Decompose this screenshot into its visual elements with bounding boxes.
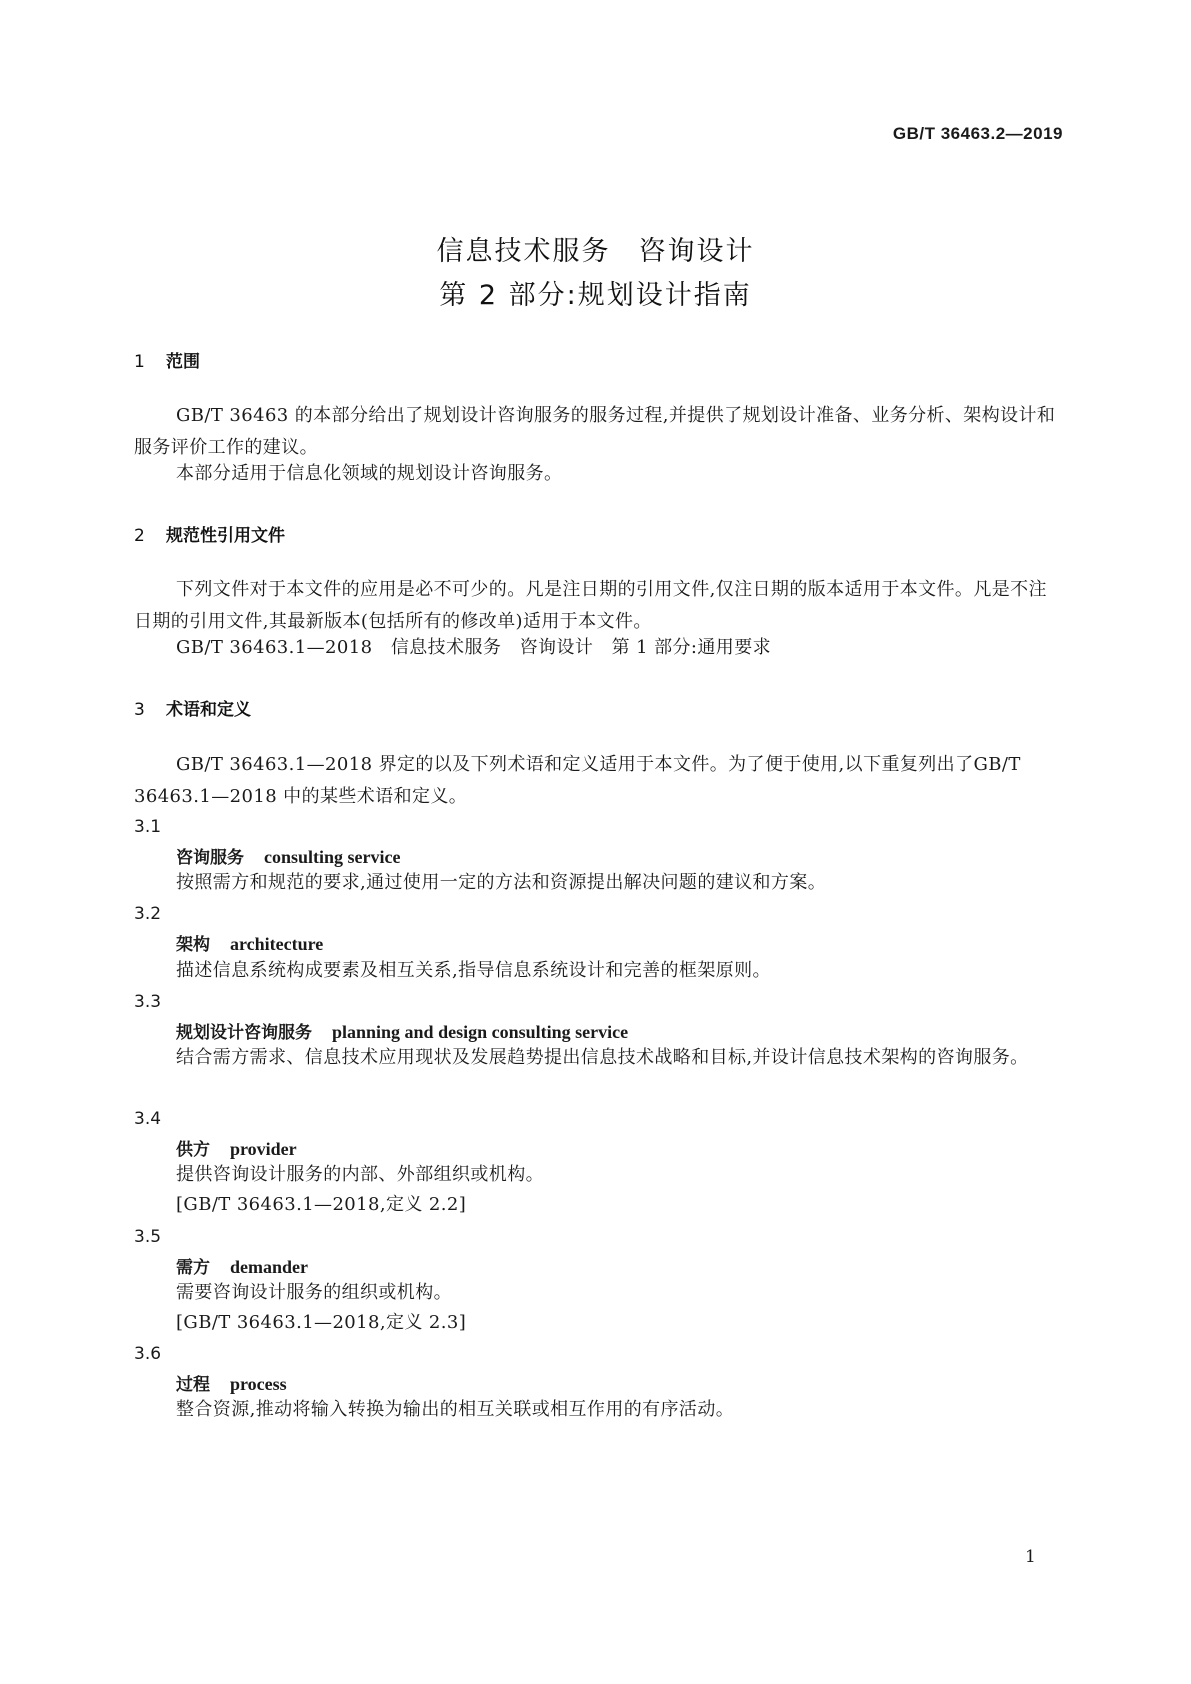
normative-reference: GB/T 36463.1—2018 信息技术服务 咨询设计 第 1 部分:通用要求 xyxy=(176,637,771,658)
term-definition: 需要咨询设计服务的组织或机构。 xyxy=(176,1282,452,1303)
term-definition: 按照需方和规范的要求,通过使用一定的方法和资源提出解决问题的建议和方案。 xyxy=(176,872,827,893)
standard-code: GB/T 36463.2—2019 xyxy=(892,124,1063,143)
term-definition: 提供咨询设计服务的内部、外部组织或机构。 xyxy=(176,1164,544,1185)
term-number: 3.6 xyxy=(134,1344,162,1364)
term-title xyxy=(176,1018,628,1043)
term-title xyxy=(176,843,401,868)
term-title xyxy=(176,1370,287,1395)
page-number: 1 xyxy=(1025,1547,1036,1567)
term-definition: 结合需方需求、信息技术应用现状及发展趋势提出信息技术战略和目标,并设计信息技术架构的咨询服务。 xyxy=(176,1047,1029,1068)
term-english: demander xyxy=(230,1257,308,1277)
term-title xyxy=(176,930,323,955)
term-number: 3.2 xyxy=(134,904,162,924)
section-3-paragraph-1: GB/T 36463.1—2018 界定的以及下列术语和定义适用于本文件。为了便于使用,以下重复列出了GB/T 36463.1—2018 中的某些术语和定义。 xyxy=(134,754,1021,807)
term-chinese: 架构 xyxy=(176,935,210,955)
term-english: consulting service xyxy=(264,847,401,867)
section-number: 1 xyxy=(134,352,145,372)
term-chinese: 规划设计咨询服务 xyxy=(176,1023,312,1043)
term-number: 3.1 xyxy=(134,817,162,837)
term-title xyxy=(176,1135,297,1160)
section-number: 2 xyxy=(134,526,145,546)
document-title-line-1 xyxy=(0,229,1191,268)
term-number: 3.3 xyxy=(134,992,162,1012)
term-english: architecture xyxy=(230,934,324,954)
section-heading-1 xyxy=(134,347,200,372)
term-title xyxy=(176,1253,308,1278)
term-english: planning and design consulting service xyxy=(332,1022,629,1042)
section-1-paragraph-1: GB/T 36463 的本部分给出了规划设计咨询服务的服务过程,并提供了规划设计准备、业务分析、架构设计和服务评价工作的建议。 xyxy=(134,405,1056,458)
term-chinese: 咨询服务 xyxy=(176,848,244,868)
title-main: 信息技术服务 xyxy=(436,236,611,267)
section-title: 范围 xyxy=(166,352,200,372)
section-heading-2 xyxy=(134,521,285,546)
term-source: [GB/T 36463.1—2018,定义 2.3] xyxy=(176,1312,467,1333)
term-source: [GB/T 36463.1—2018,定义 2.2] xyxy=(176,1194,467,1215)
section-title: 规范性引用文件 xyxy=(166,526,285,546)
term-chinese: 需方 xyxy=(176,1258,210,1278)
term-number: 3.4 xyxy=(134,1109,162,1129)
term-definition: 描述信息系统构成要素及相互关系,指导信息系统设计和完善的框架原则。 xyxy=(176,960,771,981)
term-english: process xyxy=(230,1374,287,1394)
section-2-paragraph-1: 下列文件对于本文件的应用是必不可少的。凡是注日期的引用文件,仅注日期的版本适用于本文件。凡是不注日期的引用文件,其最新版本(包括所有的修改单)适用于本文件。 xyxy=(134,579,1047,632)
title-sub: 咨询设计 xyxy=(638,236,755,267)
section-number: 3 xyxy=(134,700,145,720)
section-heading-3 xyxy=(134,695,251,720)
term-chinese: 供方 xyxy=(176,1140,210,1160)
section-title: 术语和定义 xyxy=(166,700,251,720)
term-definition: 整合资源,推动将输入转换为输出的相互关联或相互作用的有序活动。 xyxy=(176,1399,735,1420)
term-number: 3.5 xyxy=(134,1227,162,1247)
term-chinese: 过程 xyxy=(176,1375,210,1395)
term-english: provider xyxy=(230,1139,297,1159)
document-title-line-2: 第 2 部分:规划设计指南 xyxy=(439,280,752,311)
section-1-paragraph-2: 本部分适用于信息化领域的规划设计咨询服务。 xyxy=(176,463,563,484)
